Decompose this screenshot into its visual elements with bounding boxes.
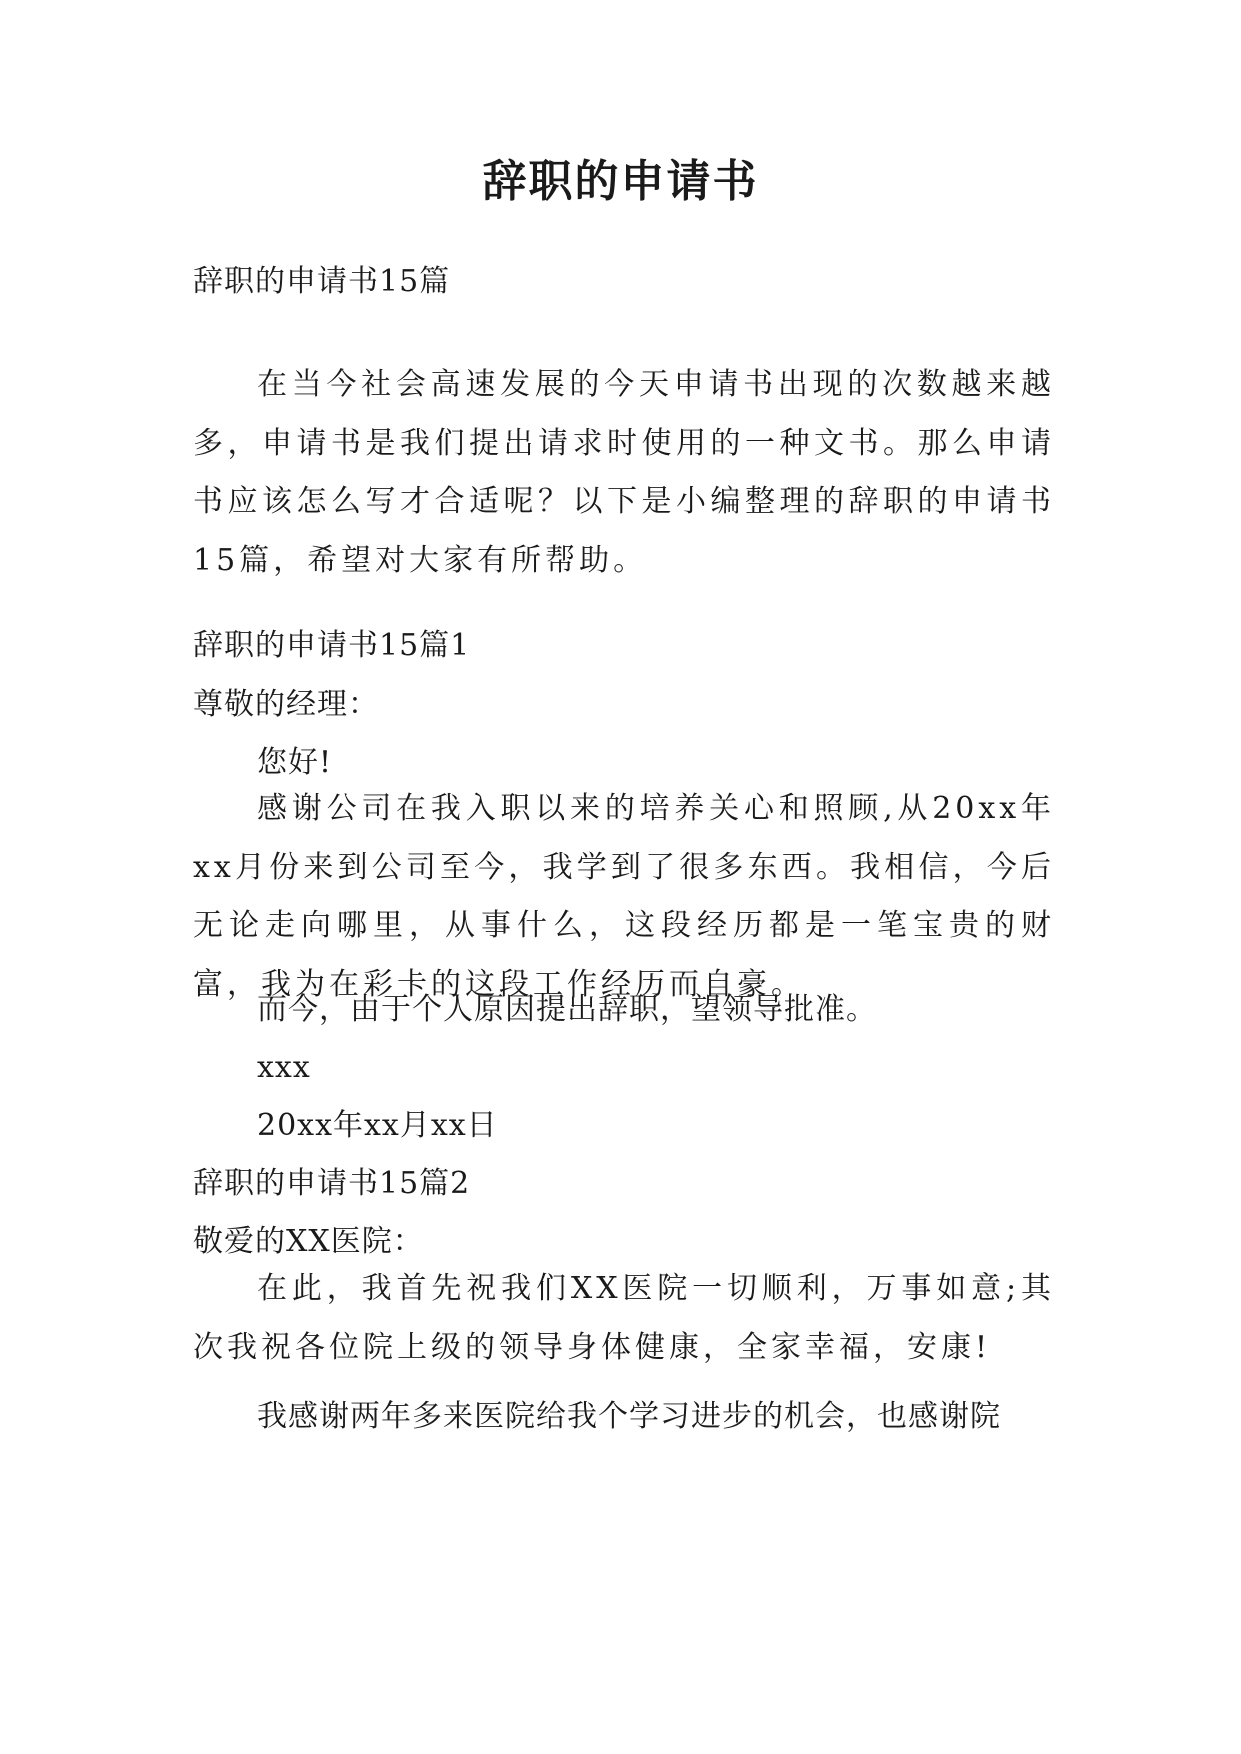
- letter2-heading: 辞职的申请书15篇2: [193, 1166, 471, 1201]
- document-subtitle: 辞职的申请书15篇: [193, 264, 451, 299]
- intro-paragraph: 在当今社会高速发展的今天申请书出现的次数越来越多，申请书是我们提出请求时使用的一种文书。那么申请书应该怎么写才合适呢？以下是小编整理的辞职的申请书15篇，希望对大家有所帮助。: [193, 367, 1055, 578]
- letter1-salutation: 尊敬的经理：: [193, 687, 379, 722]
- letter1-body-paragraph: 感谢公司在我入职以来的培养关心和照顾,从20xx年xx月份来到公司至今，我学到了很多东西。我相信，今后无论走向哪里，从事什么，这段经历都是一笔宝贵的财富，我为在彩卡的这段工作经历而自豪。: [193, 791, 1055, 1002]
- letter1-signature: xxx: [257, 1050, 311, 1085]
- letter1-greeting: 您好!: [257, 745, 333, 780]
- letter1-request: 而今，由于个人原因提出辞职，望领导批准。: [257, 992, 877, 1027]
- letter2-body-paragraph: 在此，我首先祝我们XX医院一切顺利，万事如意;其次我祝各位院上级的领导身体健康，全家幸福，安康!: [193, 1271, 1055, 1365]
- letter1-date: 20xx年xx月xx日: [257, 1108, 498, 1143]
- letter1-heading: 辞职的申请书15篇1: [193, 628, 471, 663]
- letter2-body-continued: 我感谢两年多来医院给我个学习进步的机会，也感谢院: [257, 1399, 1001, 1434]
- letter2-salutation: 敬爱的XX医院：: [193, 1224, 424, 1259]
- document-title: 辞职的申请书: [482, 156, 759, 207]
